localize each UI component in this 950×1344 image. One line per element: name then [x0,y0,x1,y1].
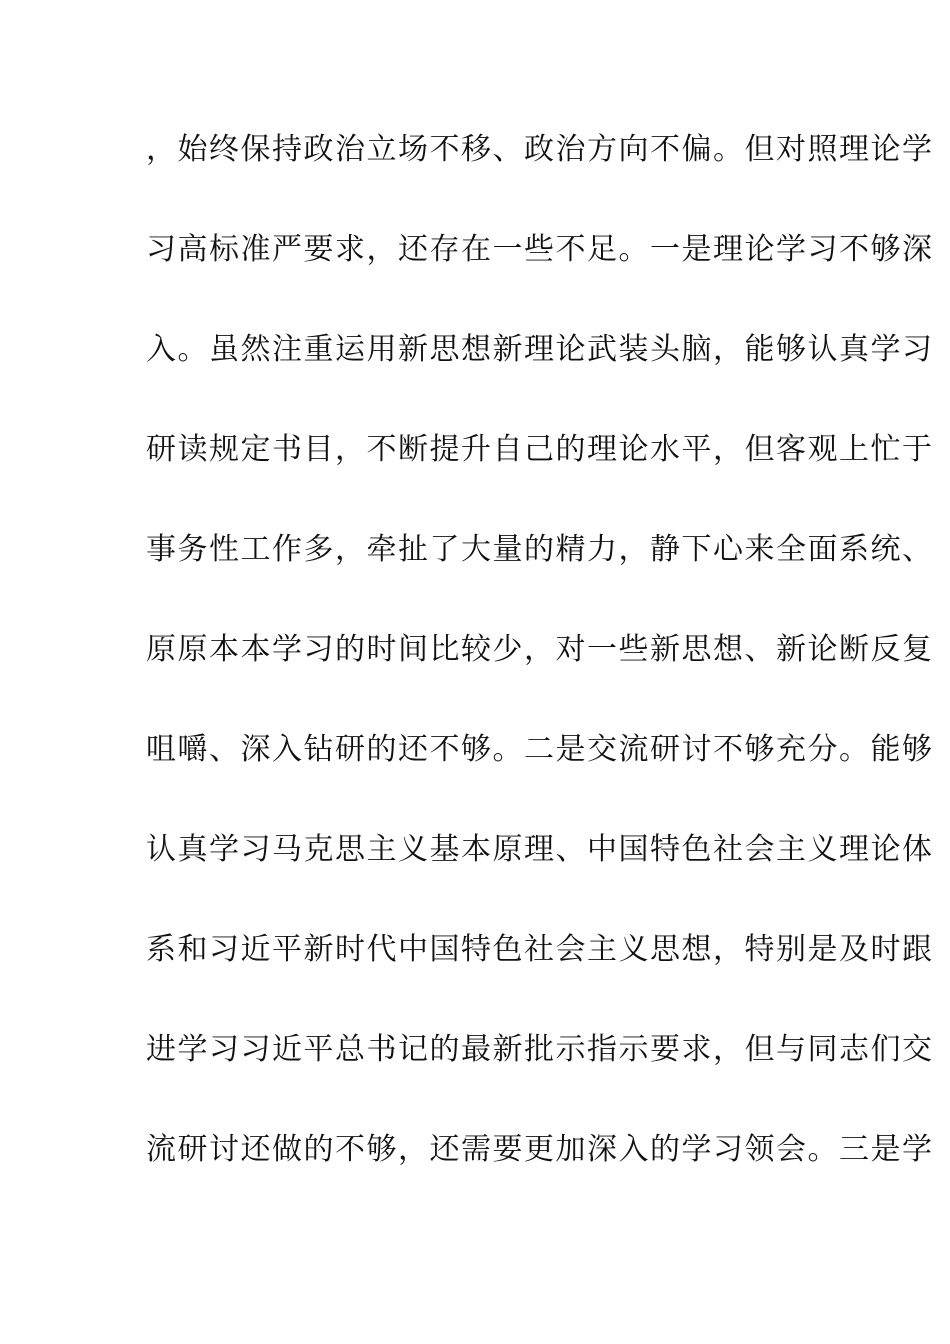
text-line: ，始终保持政治立场不移、政治方向不偏。但对照理论学 [146,132,934,167]
text-line: 进学习习近平总书记的最新批示指示要求，但与同志们交 [146,1032,934,1067]
text-line: 认真学习马克思主义基本原理、中国特色社会主义理论体 [146,832,934,867]
body-text [146,124,934,1224]
text-line: 研读规定书目，不断提升自己的理论水平，但客观上忙于 [146,432,934,467]
text-line: 流研讨还做的不够，还需要更加深入的学习领会。三是学 [146,1132,934,1167]
text-line: 系和习近平新时代中国特色社会主义思想，特别是及时跟 [146,932,934,967]
text-line: 原原本本学习的时间比较少，对一些新思想、新论断反复 [146,632,934,667]
text-line: 习高标准严要求，还存在一些不足。一是理论学习不够深 [146,232,934,267]
text-line: 入。虽然注重运用新思想新理论武装头脑，能够认真学习 [146,332,934,367]
text-line: 咀嚼、深入钻研的还不够。二是交流研讨不够充分。能够 [146,732,934,767]
text-line: 事务性工作多，牵扯了大量的精力，静下心来全面系统、 [146,532,934,567]
